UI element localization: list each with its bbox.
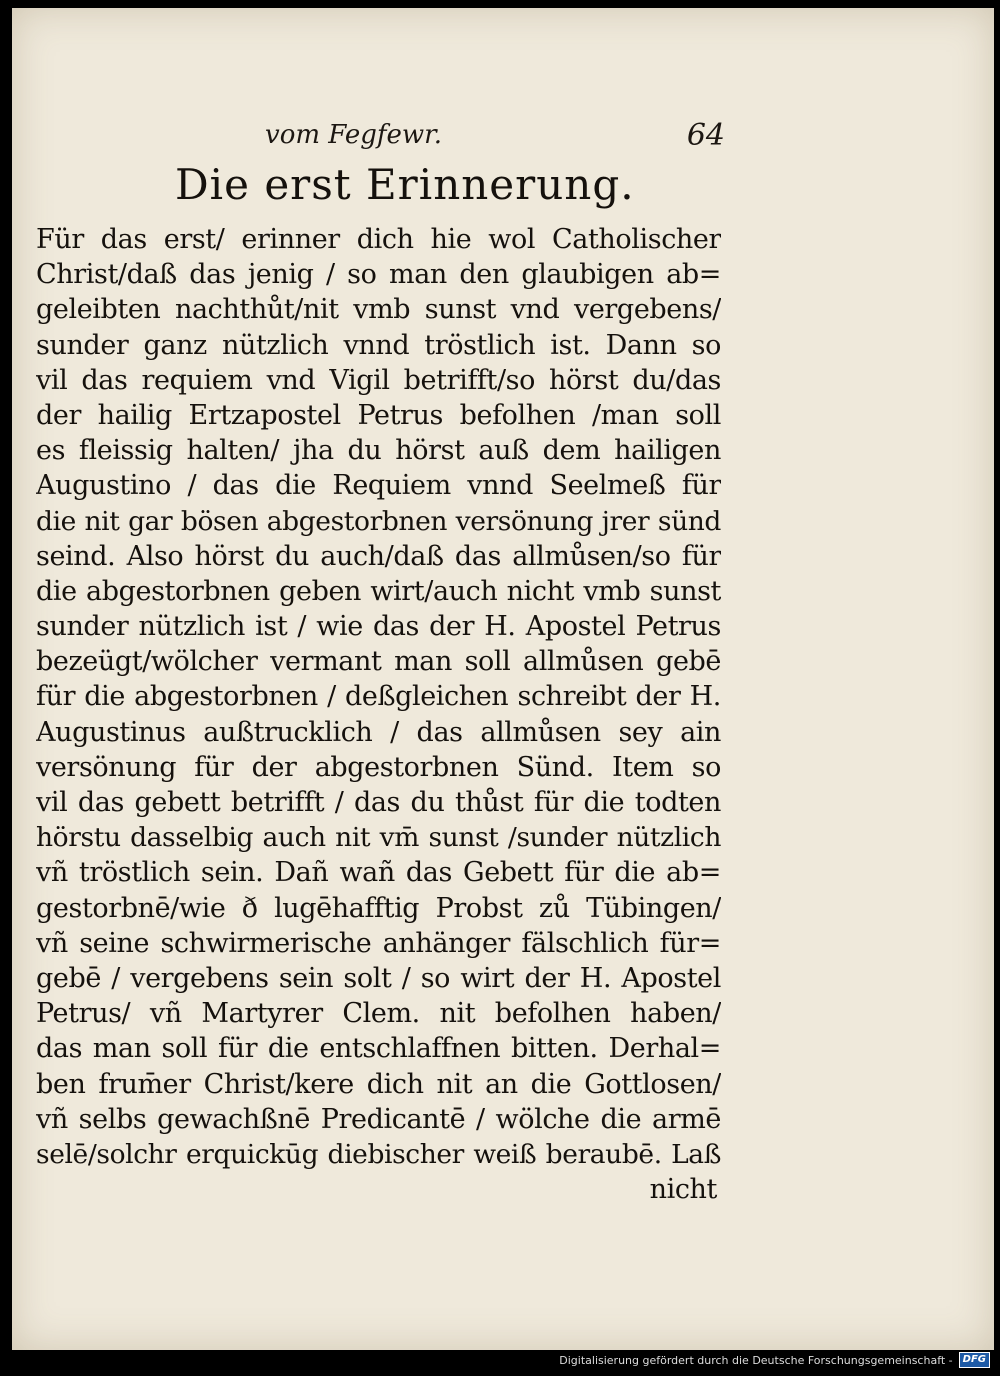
text-line: der hailig Ertzapostel Petrus befolhen /man soll (36, 399, 721, 431)
text-line: vñ tröstlich sein. Dañ wañ das Gebett für die ab= (36, 857, 721, 889)
text-line: sunder ganz nützlich vnnd tröstlich ist. Dann so (36, 329, 721, 361)
text-line: vñ selbs gewachßnē Predicantē / wölche die armē (36, 1103, 721, 1135)
text-line: Christ/daß das jenig / so man den glaubigen ab= (36, 259, 721, 291)
text-line: nicht (649, 1174, 717, 1206)
text-line: seind. Also hörst du auch/daß das allmůsen/so für (36, 540, 721, 572)
text-line: gestorbnē/wie ð lugēhafftig Probst zů Tübingen/ (36, 892, 721, 924)
text-line: sunder nützlich ist / wie das der H. Apostel Petrus (36, 611, 721, 643)
text-line: Augustino / das die Requiem vnnd Seelmeß für (36, 470, 721, 502)
text-line: die abgestorbnen geben wirt/auch nicht vmb sunst (36, 575, 721, 607)
text-line: für die abgestorbnen / deßgleichen schreibt der H. (36, 681, 721, 713)
text-line: versönung für der abgestorbnen Sünd. Item so (36, 751, 721, 783)
text-line: vñ seine schwirmerische anhänger fälschlich für= (36, 927, 721, 959)
text-line: vil das requiem vnd Vigil betrifft/so hörst du/das (36, 364, 721, 396)
funding-credit: Digitalisierung gefördert durch die Deutsche Forschungsgemeinschaft - (559, 1353, 953, 1367)
text-line: hörstu dasselbig auch nit vm̄ sunst /sunder nützlich (36, 822, 721, 854)
page-number: 64 (686, 118, 725, 153)
body-text (36, 222, 721, 1207)
footer-credit (559, 1350, 990, 1370)
text-line: selē/solchr erquickūg diebischer weiß beraubē. Laß (36, 1138, 721, 1170)
text-line: die nit gar bösen abgestorbnen versönung jrer sünd (36, 505, 721, 537)
text-line: bezeügt/wölcher vermant man soll allmůsen gebē (36, 646, 721, 678)
text-line: vil das gebett betrifft / das du thůst für die todten (36, 787, 721, 818)
text-line: Petrus/ vñ Martyrer Clem. nit befolhen haben/ (36, 998, 721, 1030)
text-line: das man soll für die entschlaffnen bitten. Derhal= (36, 1033, 721, 1065)
text-line: geleibten nachthůt/nit vmb sunst vnd vergebens/ (36, 294, 721, 326)
text-line: es fleissig halten/ jha du hörst auß dem hailigen (36, 435, 721, 467)
page-header (265, 118, 725, 158)
running-head: vom Fegfewr. (265, 120, 443, 150)
text-line: Für das erst/ erinner dich hie wol Catholischer (36, 224, 721, 255)
text-line: ben frum̄er Christ/kere dich nit an die Gottlosen/ (36, 1068, 721, 1100)
text-line: gebē / vergebens sein solt / so wirt der H. Apostel (36, 962, 721, 994)
dfg-logo-icon: DFG (959, 1352, 990, 1368)
section-title: Die erst Erinnerung. (175, 160, 635, 209)
text-line: Augustinus außtrucklich / das allmůsen sey ain (36, 716, 721, 748)
